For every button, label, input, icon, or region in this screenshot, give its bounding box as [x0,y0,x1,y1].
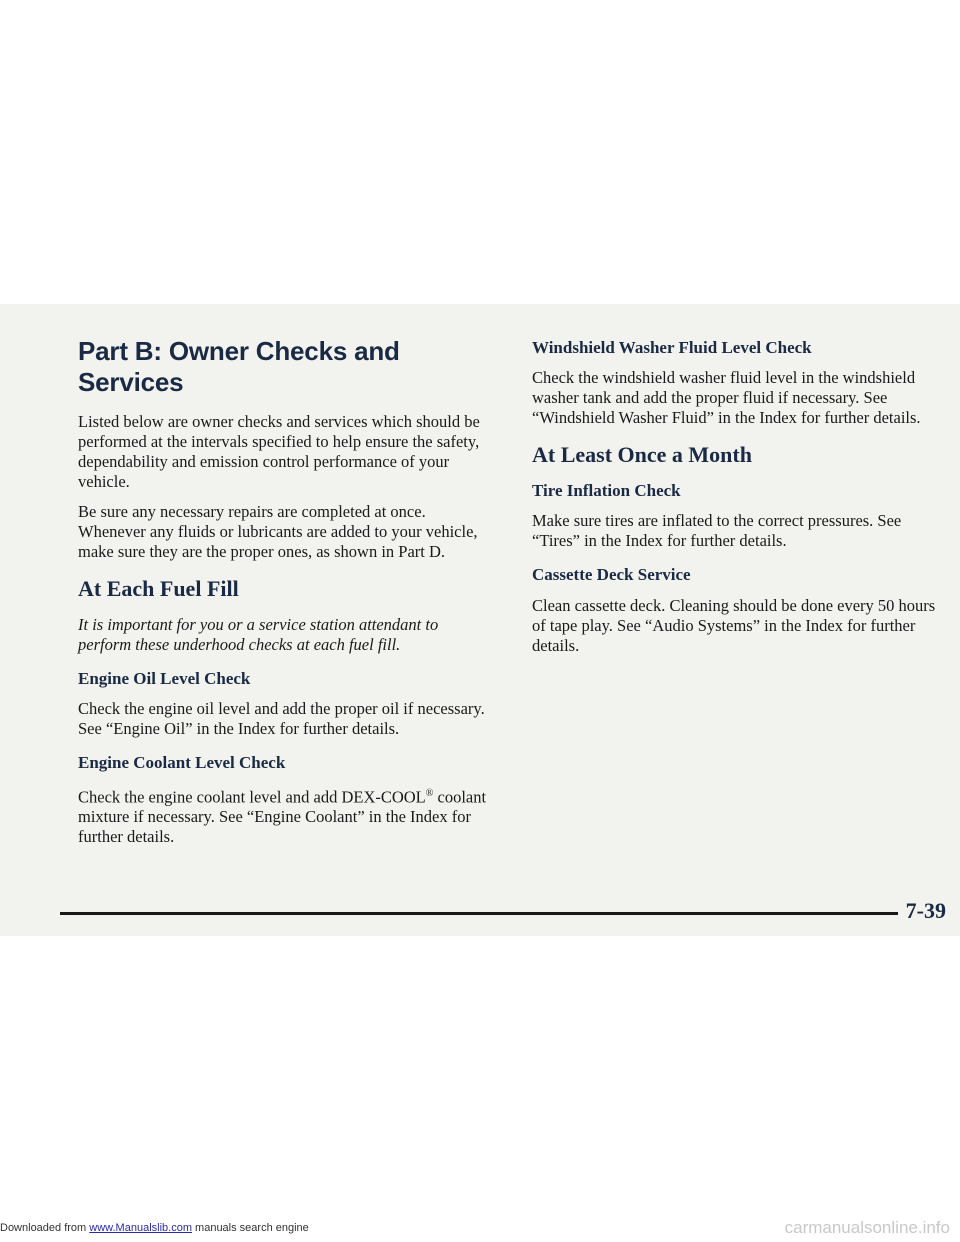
cassette-heading: Cassette Deck Service [532,565,691,585]
engine-coolant-text-end: coolant mixture if necessary. See “Engine Coolant” in the Index for further details. [78,787,487,847]
download-suffix: manuals search engine [191,1222,309,1234]
top-margin [0,0,960,304]
engine-oil-heading: Engine Oil Level Check [78,668,251,688]
left-column [78,336,490,857]
engine-coolant-text-start: Check the engine coolant level and add DEX-COOL [78,787,426,807]
page-rule [60,912,898,915]
registered-mark: ® [425,787,434,799]
washer-fluid-heading: Windshield Washer Fluid Level Check [532,338,812,357]
right-column [532,338,944,666]
cassette-text: Clean cassette deck. Cleaning should be done every 50 hours of tape play. See “Audio Systems” in the Index for further details. [532,595,936,655]
manualslib-link[interactable]: www.Manualslib.com [89,1222,192,1234]
repairs-paragraph: Be sure any necessary repairs are completed at once. Whenever any fluids or lubricants are added to your vehicle, make sure they are the proper ones, as shown in Part D. [78,502,478,562]
engine-coolant-text [78,784,490,848]
engine-oil-text: Check the engine oil level and add the proper oil if necessary. See “Engine Oil” in the Index for further details. [78,699,485,739]
page-title: Part B: Owner Checks and Services [78,336,400,398]
washer-fluid-text: Check the windshield washer fluid level in the windshield washer tank and add the proper fluid if necessary. See “Windshield Washer Fluid” in the Index for further details. [532,368,921,428]
section-heading-monthly: At Least Once a Month [532,442,752,468]
download-banner [0,1222,309,1234]
tire-inflation-text: Make sure tires are inflated to the correct pressures. See “Tires” in the Index for further details. [532,511,902,551]
tire-inflation-heading: Tire Inflation Check [532,480,681,500]
watermark: carmanualsonline.info [784,1218,950,1237]
section-heading-fuel-fill: At Each Fuel Fill [78,576,239,602]
bottom-margin [0,936,960,1242]
page-number: 7-39 [905,898,946,923]
fuel-fill-intro: It is important for you or a service station attendant to perform these underhood checks at each fuel fill. [78,614,439,654]
engine-coolant-heading: Engine Coolant Level Check [78,753,286,773]
download-prefix: Downloaded from [0,1222,90,1234]
intro-paragraph: Listed below are owner checks and services which should be performed at the intervals specified to help ensure the safety, dependability and emission control performance of your vehicle. [78,412,480,492]
